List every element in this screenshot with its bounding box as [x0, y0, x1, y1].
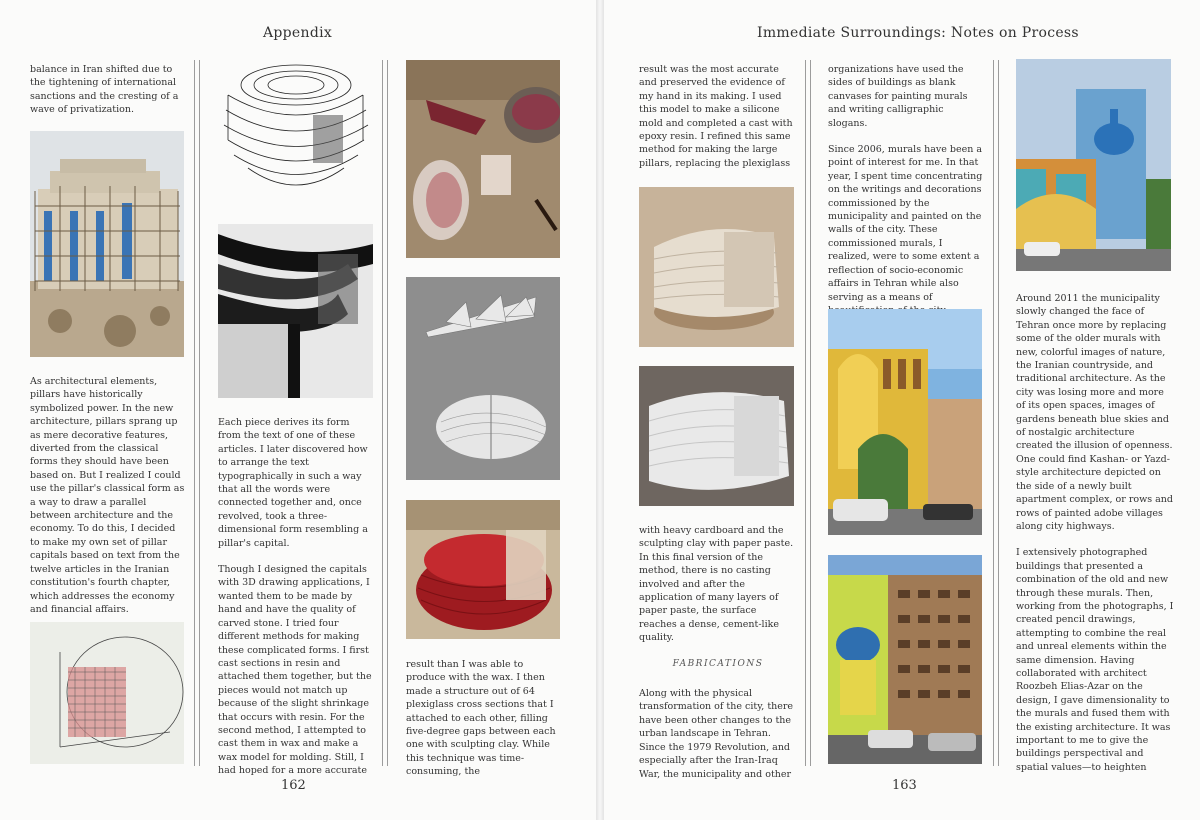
paragraph: Though I designed the capitals with 3D drawing applications, I wanted them to be made by hand and have the quality of carved stone. I tried four different methods for making these complicated forms. I first cast sections in resin and attached them together, but the pieces would not match up because of the slight shrinkage that occurs with resin. For the second method, I attempted to cast them in wax and make a wax model for molding. Still, I had hoped for a more accurate	[218, 564, 372, 777]
running-header-right: Immediate Surroundings: Notes on Process	[757, 25, 1079, 41]
right-col2-text	[828, 63, 986, 330]
red-wax-model-photo	[406, 500, 560, 639]
paragraph: Since 2006, murals have been a point of interest for me. In that year, I spent time concentrating on the writings and decorations commissioned by the municipality and painted on the walls of the city. These commissioned murals, I realized, were to some extent a reflection of socio-economic affairs in Tehran while also serving as a means of	[828, 144, 983, 303]
paragraph: As architectural elements, pillars have historically symbolized power. In the new architecture, pillars sprang up as mere decorative features, diverted from the classical forms they should have been based on. But I realized I could use the pillar's classical form as a way to draw a parallel between architecture and the economy. To do this, I decided to make my own set of pillar capitals based on text from the twelve articles in the Iranian constitution's fourth chapter, which addresses the economy and financial affairs.	[30, 376, 185, 615]
capital-line-drawing	[218, 60, 373, 210]
capital-3d-rendering	[218, 224, 373, 398]
book-gutter	[596, 0, 604, 820]
left-page	[0, 0, 596, 820]
right-col1-text-bottom	[639, 524, 797, 794]
column-rule	[803, 60, 813, 766]
paper-paste-capital-photo	[639, 366, 794, 506]
column-rule	[380, 60, 390, 766]
paragraph: Around 2011 the municipality slowly changed the face of Tehran once more by replacing some of the older murals with new, colorful images of nature, the Iranian countryside, and traditional architecture. As the city was losing more and more of its open spaces, images of gardens beneath blue skies and of nostalgic architecture created the illusion of openness. One could find Kashan- or Yazd-style architecture depicted on the side of a newly built apartment complex, or rows and rows of painted adobe villages along city highways.	[1016, 293, 1173, 532]
left-col2-text	[218, 416, 374, 791]
left-col1-text-bottom	[30, 375, 185, 629]
paragraph: I extensively photographed buildings that presented a combination of the old and new through these murals. Then, working from the photographs, I created pencil drawings, attempting to combine the real and unreal elements within the same dimension. Having collaborated with architect Roozbeh Elias-Azar on the design, I gave dimensionality to the murals and fused them with the existing architecture. It was important to me to give the buildings perspectival and spatial values—to heighten	[1016, 547, 1174, 773]
right-col1-text-top	[639, 63, 797, 183]
paragraph: organizations have used the sides of buildings as blank canvases for painting murals and writing calligraphic slogans.	[828, 64, 968, 129]
left-col3-text	[406, 658, 562, 792]
left-col1-text-top	[30, 63, 185, 130]
column-rule	[192, 60, 202, 766]
pencil-drawing-sketch	[30, 622, 184, 764]
right-page	[604, 0, 1200, 820]
resin-casting-photo	[406, 60, 560, 258]
right-col3-text	[1016, 292, 1174, 787]
paragraph: with heavy cardboard and the sculpting clay with paper paste. In this final version of the method, there is no casting involved and after the application of many layers of paper paste, the surface reaches a dense, cement-like quality.	[639, 525, 794, 644]
page-number-right: 163	[892, 778, 917, 793]
cast-capital-photo	[639, 187, 794, 347]
yellow-mural-building-photo	[828, 309, 982, 535]
mosque-mural-building-photo	[828, 555, 982, 764]
section-title: FABRICATIONS	[672, 658, 764, 669]
construction-site-photo	[30, 131, 184, 357]
paragraph: result was the most accurate and preserved the evidence of my hand in its making. I used this model to make a silicone mold and completed a cast with epoxy resin. I refined this same method for making the large pillars, replacing the plexiglass	[639, 64, 793, 169]
column-rule	[991, 60, 1001, 766]
paragraph: balance in Iran shifted due to the tightening of international sanctions and the cresting of a wave of privatization.	[30, 64, 179, 116]
paragraph: result than I was able to produce with the wax. I then made a structure out of 64 plexiglass cross sections that I attached to each other, filling five-degree gaps between each one with sculpting clay. While this technique was time-consuming, the	[406, 659, 556, 778]
plexiglass-cross-section-photo	[406, 277, 560, 480]
paragraph: Along with the physical transformation of the city, there have been other changes to the urban landscape in Tehran. Since the 1979 Revolution, and especially after the Iran-Iraq War, the municipality and other	[639, 688, 794, 780]
page-number-left: 162	[281, 778, 306, 793]
paragraph: Each piece derives its form from the text of one of these articles. I later discovered how to arrange the text typographically in such a way that all the words were connected together and, once revolved, took a three-dimensional form resembling a pillar's capital.	[218, 417, 368, 549]
colorful-mural-street-photo	[1016, 59, 1171, 271]
running-header-left: Appendix	[263, 25, 333, 41]
